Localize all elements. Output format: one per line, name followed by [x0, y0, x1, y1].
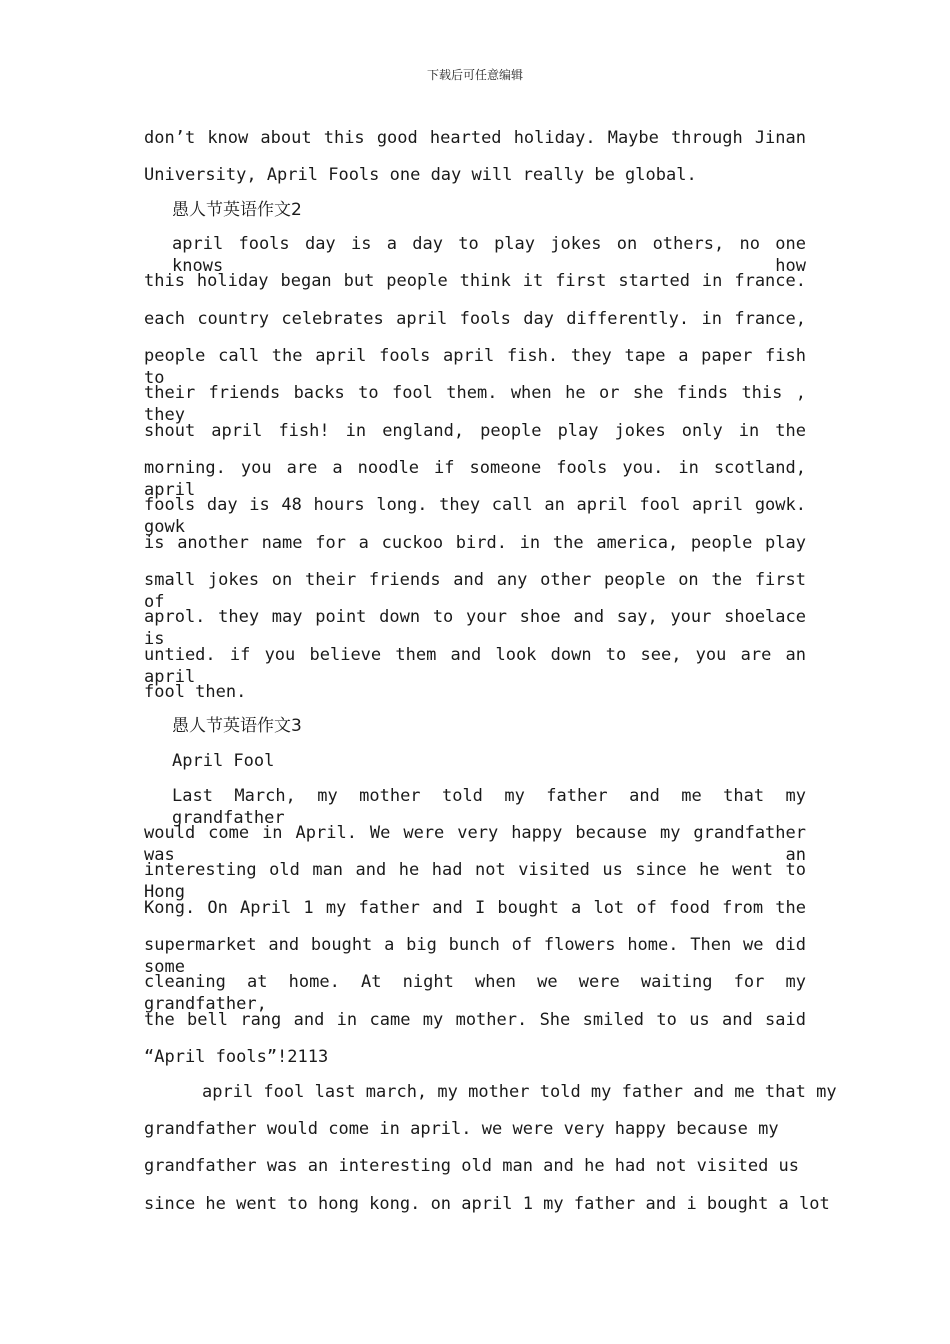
text-line: is another name for a cuckoo bird. in the america, people play [144, 533, 806, 553]
text-line: april fool last march, my mother told my father and me that my [202, 1082, 837, 1102]
text-line: untied. if you believe them and look down to see, you are an april [144, 645, 806, 687]
text-line: “April fools”!2113 [144, 1047, 329, 1067]
text-line: University, April Fools one day will really be global. [144, 165, 697, 185]
text-line: Last March, my mother told my father and me that my grandfather [172, 786, 806, 828]
section-heading: 愚人节英语作文2 [172, 200, 302, 220]
text-line: small jokes on their friends and any other people on the first of [144, 570, 806, 612]
text-line: morning. you are a noodle if someone fools you. in scotland, april [144, 458, 806, 500]
text-line: shout april fish! in england, people play jokes only in the [144, 421, 806, 441]
text-line: grandfather was an interesting old man and he had not visited us [144, 1156, 800, 1176]
text-line: Kong. On April 1 my father and I bought a lot of food from the [144, 898, 806, 918]
text-line: don’t know about this good hearted holiday. Maybe through Jinan [144, 128, 806, 148]
text-line: supermarket and bought a big bunch of flowers home. Then we did some [144, 935, 806, 977]
text-line: grandfather would come in april. we were very happy because my [144, 1119, 779, 1139]
text-line: april fools day is a day to play jokes on others, no one knows how [172, 234, 806, 276]
text-line: since he went to hong kong. on april 1 my father and i bought a lot [144, 1194, 830, 1214]
text-line: each country celebrates april fools day differently. in france, [144, 309, 806, 329]
section-heading: 愚人节英语作文3 [172, 716, 302, 736]
text-line: this holiday began but people think it first started in france. [144, 271, 806, 291]
text-line: would come in April. We were very happy because my grandfather was an [144, 823, 806, 865]
text-line: their friends backs to fool them. when he or she finds this , they [144, 383, 806, 425]
text-line: people call the april fools april fish. they tape a paper fish to [144, 346, 806, 388]
text-line: fool then. [144, 682, 247, 702]
text-line: April Fool [172, 751, 275, 771]
text-line: cleaning at home. At night when we were waiting for my grandfather, [144, 972, 806, 1014]
text-line: the bell rang and in came my mother. She smiled to us and said [144, 1010, 806, 1030]
text-line: aprol. they may point down to your shoe and say, your shoelace is [144, 607, 806, 649]
page-header: 下载后可任意编辑 [426, 68, 523, 82]
text-line: interesting old man and he had not visited us since he went to Hong [144, 860, 806, 902]
text-line: fools day is 48 hours long. they call an april fool april gowk. gowk [144, 495, 806, 537]
